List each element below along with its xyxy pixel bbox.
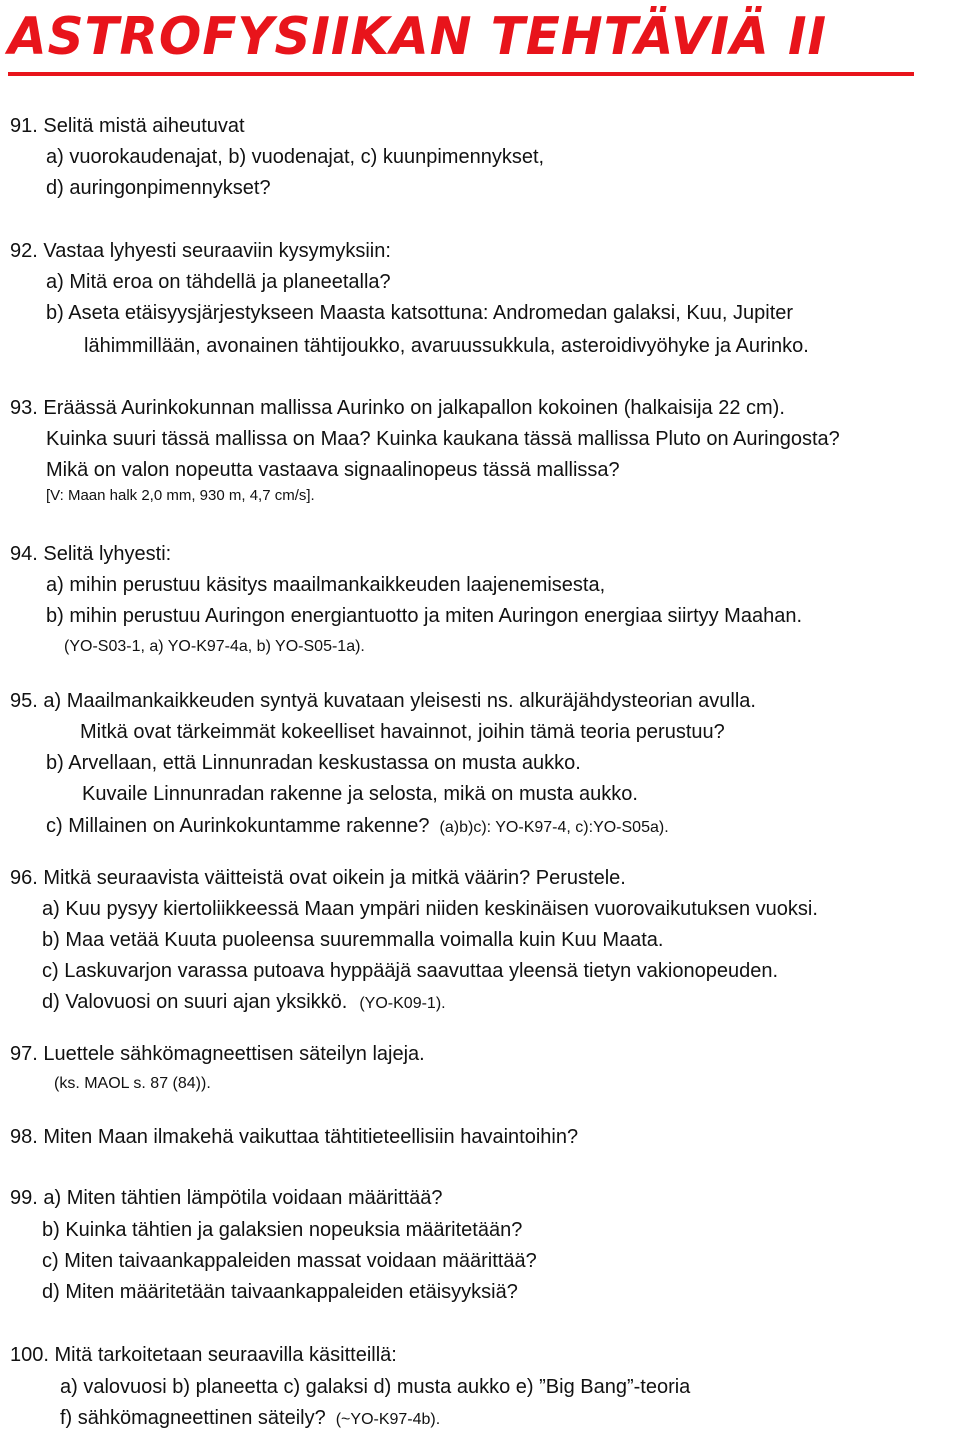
q95-line-1: 95. a) Maailmankaikkeuden syntyä kuvataan yleisesti ns. alkuräjähdysteorian avulla. bbox=[10, 690, 756, 712]
q93-line-3: Mikä on valon nopeutta vastaava signaalinopeus tässä mallissa? bbox=[46, 459, 620, 481]
q92-line-4: lähimmillään, avonainen tähtijoukko, avaruussukkula, asteroidivyöhyke ja Aurinko. bbox=[84, 335, 809, 357]
q93-answer-note: [V: Maan halk 2,0 mm, 930 m, 4,7 cm/s]. bbox=[46, 487, 315, 504]
q97-source-note: (ks. MAOL s. 87 (84)). bbox=[54, 1075, 211, 1092]
q100-source-note: (~YO-K97-4b). bbox=[335, 1411, 441, 1428]
title-block bbox=[8, 4, 918, 70]
q91-line-1: 91. Selitä mistä aiheutuvat bbox=[10, 115, 245, 137]
q99-line-1: 99. a) Miten tähtien lämpötila voidaan määrittää? bbox=[10, 1187, 443, 1209]
q96-source-note: (YO-K09-1). bbox=[359, 995, 446, 1012]
q97-line-1: 97. Luettele sähkömagneettisen säteilyn lajeja. bbox=[10, 1043, 425, 1065]
q92-line-3: b) Aseta etäisyysjärjestykseen Maasta katsottuna: Andromedan galaksi, Kuu, Jupiter bbox=[46, 302, 794, 324]
q95-line-2: Mitkä ovat tärkeimmät kokeelliset havainnot, joihin tämä teoria perustuu? bbox=[80, 721, 725, 743]
q95-line-5 bbox=[46, 814, 669, 840]
q95-line-3: b) Arvellaan, että Linnunradan keskustassa on musta aukko. bbox=[46, 752, 581, 774]
q96-line-3: b) Maa vetää Kuuta puoleensa suuremmalla voimalla kuin Kuu Maata. bbox=[42, 929, 664, 951]
title-underline bbox=[8, 72, 914, 76]
q96-line-5-text: d) Valovuosi on suuri ajan yksikkö. bbox=[42, 991, 348, 1013]
q91-line-3: d) auringonpimennykset? bbox=[46, 177, 271, 199]
q91-line-2: a) vuorokaudenajat, b) vuodenajat, c) kuunpimennykset, bbox=[46, 146, 545, 168]
q100-line-2: a) valovuosi b) planeetta c) galaksi d) musta aukko e) ”Big Bang”-teoria bbox=[60, 1376, 691, 1398]
q93-line-1: 93. Eräässä Aurinkokunnan mallissa Aurinko on jalkapallon kokoinen (halkaisija 22 cm). bbox=[10, 397, 785, 419]
page-title: ASTROFYSIIKAN TEHTÄVIÄ II bbox=[8, 7, 828, 67]
q94-line-1: 94. Selitä lyhyesti: bbox=[10, 543, 172, 565]
q99-line-4: d) Miten määritetään taivaankappaleiden etäisyyksiä? bbox=[42, 1281, 518, 1303]
q99-line-2: b) Kuinka tähtien ja galaksien nopeuksia määritetään? bbox=[42, 1219, 523, 1241]
q98-line-1: 98. Miten Maan ilmakehä vaikuttaa tähtitieteellisiin havaintoihin? bbox=[10, 1126, 579, 1148]
q92-line-2: a) Mitä eroa on tähdellä ja planeetalla? bbox=[46, 271, 391, 293]
q94-line-2: a) mihin perustuu käsitys maailmankaikkeuden laajenemisesta, bbox=[46, 574, 606, 596]
q99-line-3: c) Miten taivaankappaleiden massat voidaan määrittää? bbox=[42, 1250, 537, 1272]
q95-line-5-text: c) Millainen on Aurinkokuntamme rakenne? bbox=[46, 815, 430, 837]
q96-line-5 bbox=[42, 990, 446, 1016]
q93-line-2: Kuinka suuri tässä mallissa on Maa? Kuinka kaukana tässä mallissa Pluto on Auringosta? bbox=[46, 428, 840, 450]
q96-line-2: a) Kuu pysyy kiertoliikkeessä Maan ympäri niiden keskinäisen vuorovaikutuksen vuoksi. bbox=[42, 898, 818, 920]
q94-line-3: b) mihin perustuu Auringon energiantuotto ja miten Auringon energiaa siirtyy Maahan. bbox=[46, 605, 803, 627]
q100-line-3 bbox=[60, 1406, 440, 1432]
q96-line-1: 96. Mitkä seuraavista väitteistä ovat oikein ja mitkä väärin? Perustele. bbox=[10, 867, 626, 889]
q100-line-3-text: f) sähkömagneettinen säteily? bbox=[60, 1407, 326, 1429]
q92-line-1: 92. Vastaa lyhyesti seuraaviin kysymyksiin: bbox=[10, 240, 391, 262]
q100-line-1: 100. Mitä tarkoitetaan seuraavilla käsitteillä: bbox=[10, 1344, 397, 1366]
q95-line-4: Kuvaile Linnunradan rakenne ja selosta, mikä on musta aukko. bbox=[82, 783, 638, 805]
q95-source-note: (a)b)c): YO-K97-4, c):YO-S05a). bbox=[439, 819, 669, 836]
q96-line-4: c) Laskuvarjon varassa putoava hyppääjä saavuttaa yleensä tietyn vakionopeuden. bbox=[42, 960, 779, 982]
q94-source-note: (YO-S03-1, a) YO-K97-4a, b) YO-S05-1a). bbox=[64, 638, 365, 655]
